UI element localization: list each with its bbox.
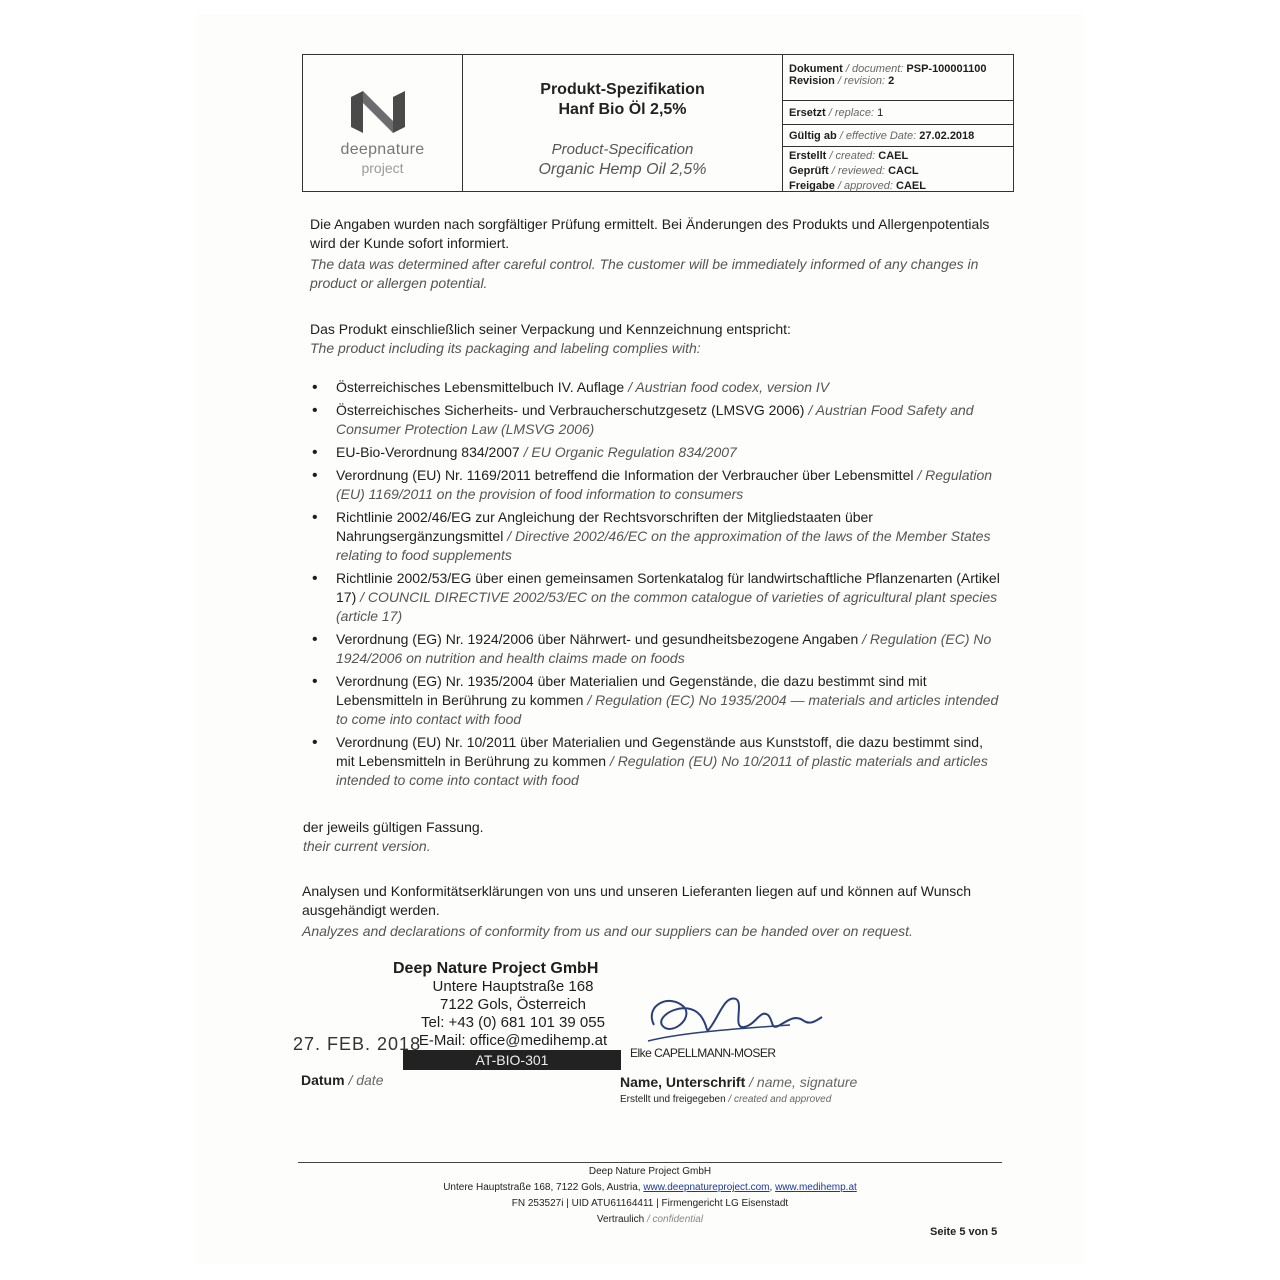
valid-value: 27.02.2018 xyxy=(919,130,975,142)
created-label-en: / created: xyxy=(829,150,876,162)
signature-label: Name, Unterschrift / name, signature xyxy=(620,1074,858,1090)
title-en-line2: Organic Hemp Oil 2,5% xyxy=(538,161,707,178)
date-stamp: 27. FEB. 2018 xyxy=(293,1034,422,1054)
intro-de: Die Angaben wurden nach sorgfältiger Prüfung ermittelt. Bei Änderungen des Produkts und Allergenpotentials wird der Kunde sofort informiert. xyxy=(310,216,990,251)
footer-address-line: Untere Hauptstraße 168, 7122 Gols, Austria, www.deepnatureproject.com, www.medihemp.at xyxy=(443,1182,857,1193)
approved-label-en: / approved: xyxy=(837,180,893,192)
header-table xyxy=(302,54,1014,192)
approved-label: Erstellt und freigegeben / created and approved xyxy=(620,1094,832,1105)
bio-code-bar: AT-BIO-301 xyxy=(403,1050,621,1070)
logo-name: deepnature xyxy=(340,141,425,158)
list-item: • Österreichisches Sicherheits- und Verbraucherschutzgesetz (LMSVG 2006) / Austrian Food Safety and Consumer Protection Law (LMSVG 2006) xyxy=(312,401,1002,439)
document-label-en: / document: xyxy=(845,63,904,75)
reviewed-value: CACL xyxy=(888,165,919,177)
meta-document-revision xyxy=(783,63,1013,101)
list-item: • Österreichisches Lebensmittelbuch IV. Auflage / Austrian food codex, version IV xyxy=(312,378,1002,397)
footer xyxy=(298,1164,1002,1228)
list-item: • Richtlinie 2002/46/EG zur Angleichung der Rechtsvorschriften der Mitgliedstaaten über Nahrungsergänzungsmittel / Directive 2002/46/EC on the approximation of the laws of the Member States relating to food supplements xyxy=(312,508,1002,565)
list-item: • Verordnung (EG) Nr. 1935/2004 über Materialien und Gegenstände, die dazu bestimmt sind mit Lebensmitteln in Berührung zu kommen / Regulation (EC) No 1935/2004 — materials and articles intended to come into contact with food xyxy=(312,672,1002,729)
date-label: Datum / date xyxy=(301,1072,384,1088)
company-stamp xyxy=(393,960,633,1050)
meta-approval xyxy=(783,147,1013,193)
signer-name: Elke CAPELLMANN-MOSER xyxy=(630,1046,776,1060)
stamp-city: 7122 Gols, Österreich xyxy=(440,996,586,1013)
replace-label-en: / replace: xyxy=(828,107,874,119)
meta-cell xyxy=(783,55,1013,191)
footer-divider xyxy=(298,1162,1002,1163)
analyses-paragraph xyxy=(302,882,992,941)
title-en-line1: Product-Specification xyxy=(551,141,694,158)
created-label: Erstellt xyxy=(789,150,827,162)
document-label: Dokument xyxy=(789,63,843,75)
revision-value: 2 xyxy=(888,75,895,87)
title-de-line1: Produkt-Spezifikation xyxy=(540,81,705,98)
revision-label-en: / revision: xyxy=(837,75,885,87)
revision-label: Revision xyxy=(789,75,835,87)
version-paragraph xyxy=(303,818,993,856)
analyses-de: Analysen und Konformitätserklärungen von uns und unseren Lieferanten liegen auf und können auf Wunsch ausgehändigt werden. xyxy=(302,883,972,918)
footer-link-deepnature[interactable]: www.deepnatureproject.com xyxy=(643,1182,770,1193)
list-item: • Richtlinie 2002/53/EG über einen gemeinsamen Sortenkatalog für landwirtschaftliche Pflanzenarten (Artikel 17) / COUNCIL DIRECTIVE 2002/53/EC on the common catalogue of varieties of agricultural plant species (article 17) xyxy=(312,569,1002,626)
replace-label: Ersetzt xyxy=(789,107,826,119)
list-item: • Verordnung (EG) Nr. 1924/2006 über Nährwert- und gesundheitsbezogene Angaben / Regulation (EC) No 1924/2006 on nutrition and health claims made on foods xyxy=(312,630,1002,668)
logo-sub: project xyxy=(361,160,404,176)
signature-icon xyxy=(640,985,830,1055)
document-value: PSP-100001100 xyxy=(906,63,987,75)
version-de: der jeweils gültigen Fassung. xyxy=(303,819,484,835)
compliance-en: The product including its packaging and labeling complies with: xyxy=(310,340,701,356)
created-value: CAEL xyxy=(878,150,909,162)
regulation-list xyxy=(312,378,1002,794)
stamp-company: Deep Nature Project GmbH xyxy=(393,960,599,977)
title-cell xyxy=(463,55,783,191)
intro-paragraph xyxy=(310,215,1000,293)
page-number: Seite 5 von 5 xyxy=(930,1226,998,1238)
reviewed-label-en: / reviewed: xyxy=(831,165,885,177)
reviewed-label: Geprüft xyxy=(789,165,829,177)
valid-label: Gültig ab xyxy=(789,130,837,142)
list-item: • Verordnung (EU) Nr. 1169/2011 betreffend die Information der Verbraucher über Lebensmittel / Regulation (EU) 1169/2011 on the provision of food information to consumers xyxy=(312,466,1002,504)
approved-label: Freigabe xyxy=(789,180,835,192)
stamp-tel: Tel: +43 (0) 681 101 39 055 xyxy=(421,1014,605,1031)
analyses-en: Analyzes and declarations of conformity from us and our suppliers can be handed over on request. xyxy=(302,923,913,939)
meta-valid xyxy=(783,125,1013,147)
logo-cell xyxy=(303,55,463,191)
meta-replace xyxy=(783,101,1013,125)
footer-registry: FN 253527i | UID ATU61164411 | Firmengericht LG Eisenstadt xyxy=(511,1198,789,1209)
approved-value: CAEL xyxy=(896,180,926,192)
compliance-paragraph xyxy=(310,320,1000,358)
intro-en: The data was determined after careful control. The customer will be immediately informed of any changes in product or allergen potential. xyxy=(310,256,979,291)
replace-value: 1 xyxy=(877,107,884,119)
list-item: • EU-Bio-Verordnung 834/2007 / EU Organic Regulation 834/2007 xyxy=(312,443,1002,462)
stamp-street: Untere Hauptstraße 168 xyxy=(432,978,594,995)
title-de-line2: Hanf Bio Öl 2,5% xyxy=(558,101,687,118)
footer-confidential: Vertraulich / confidential xyxy=(596,1214,704,1225)
version-en: their current version. xyxy=(303,838,431,854)
footer-link-medihemp[interactable]: www.medihemp.at xyxy=(775,1182,857,1193)
list-item: • Verordnung (EU) Nr. 10/2011 über Materialien und Gegenstände aus Kunststoff, die dazu bestimmt sind, mit Lebensmitteln in Berührung zu kommen / Regulation (EU) No 10/2011 of plastic materials and articles intended to come into contact with food xyxy=(312,733,1002,790)
footer-company: Deep Nature Project GmbH xyxy=(588,1166,712,1177)
compliance-de: Das Produkt einschließlich seiner Verpackung und Kennzeichnung entspricht: xyxy=(310,321,791,337)
deepnature-logo-icon xyxy=(351,91,405,133)
valid-label-en: / effective Date: xyxy=(839,130,917,142)
stamp-email: E-Mail: office@medihemp.at xyxy=(418,1032,608,1049)
